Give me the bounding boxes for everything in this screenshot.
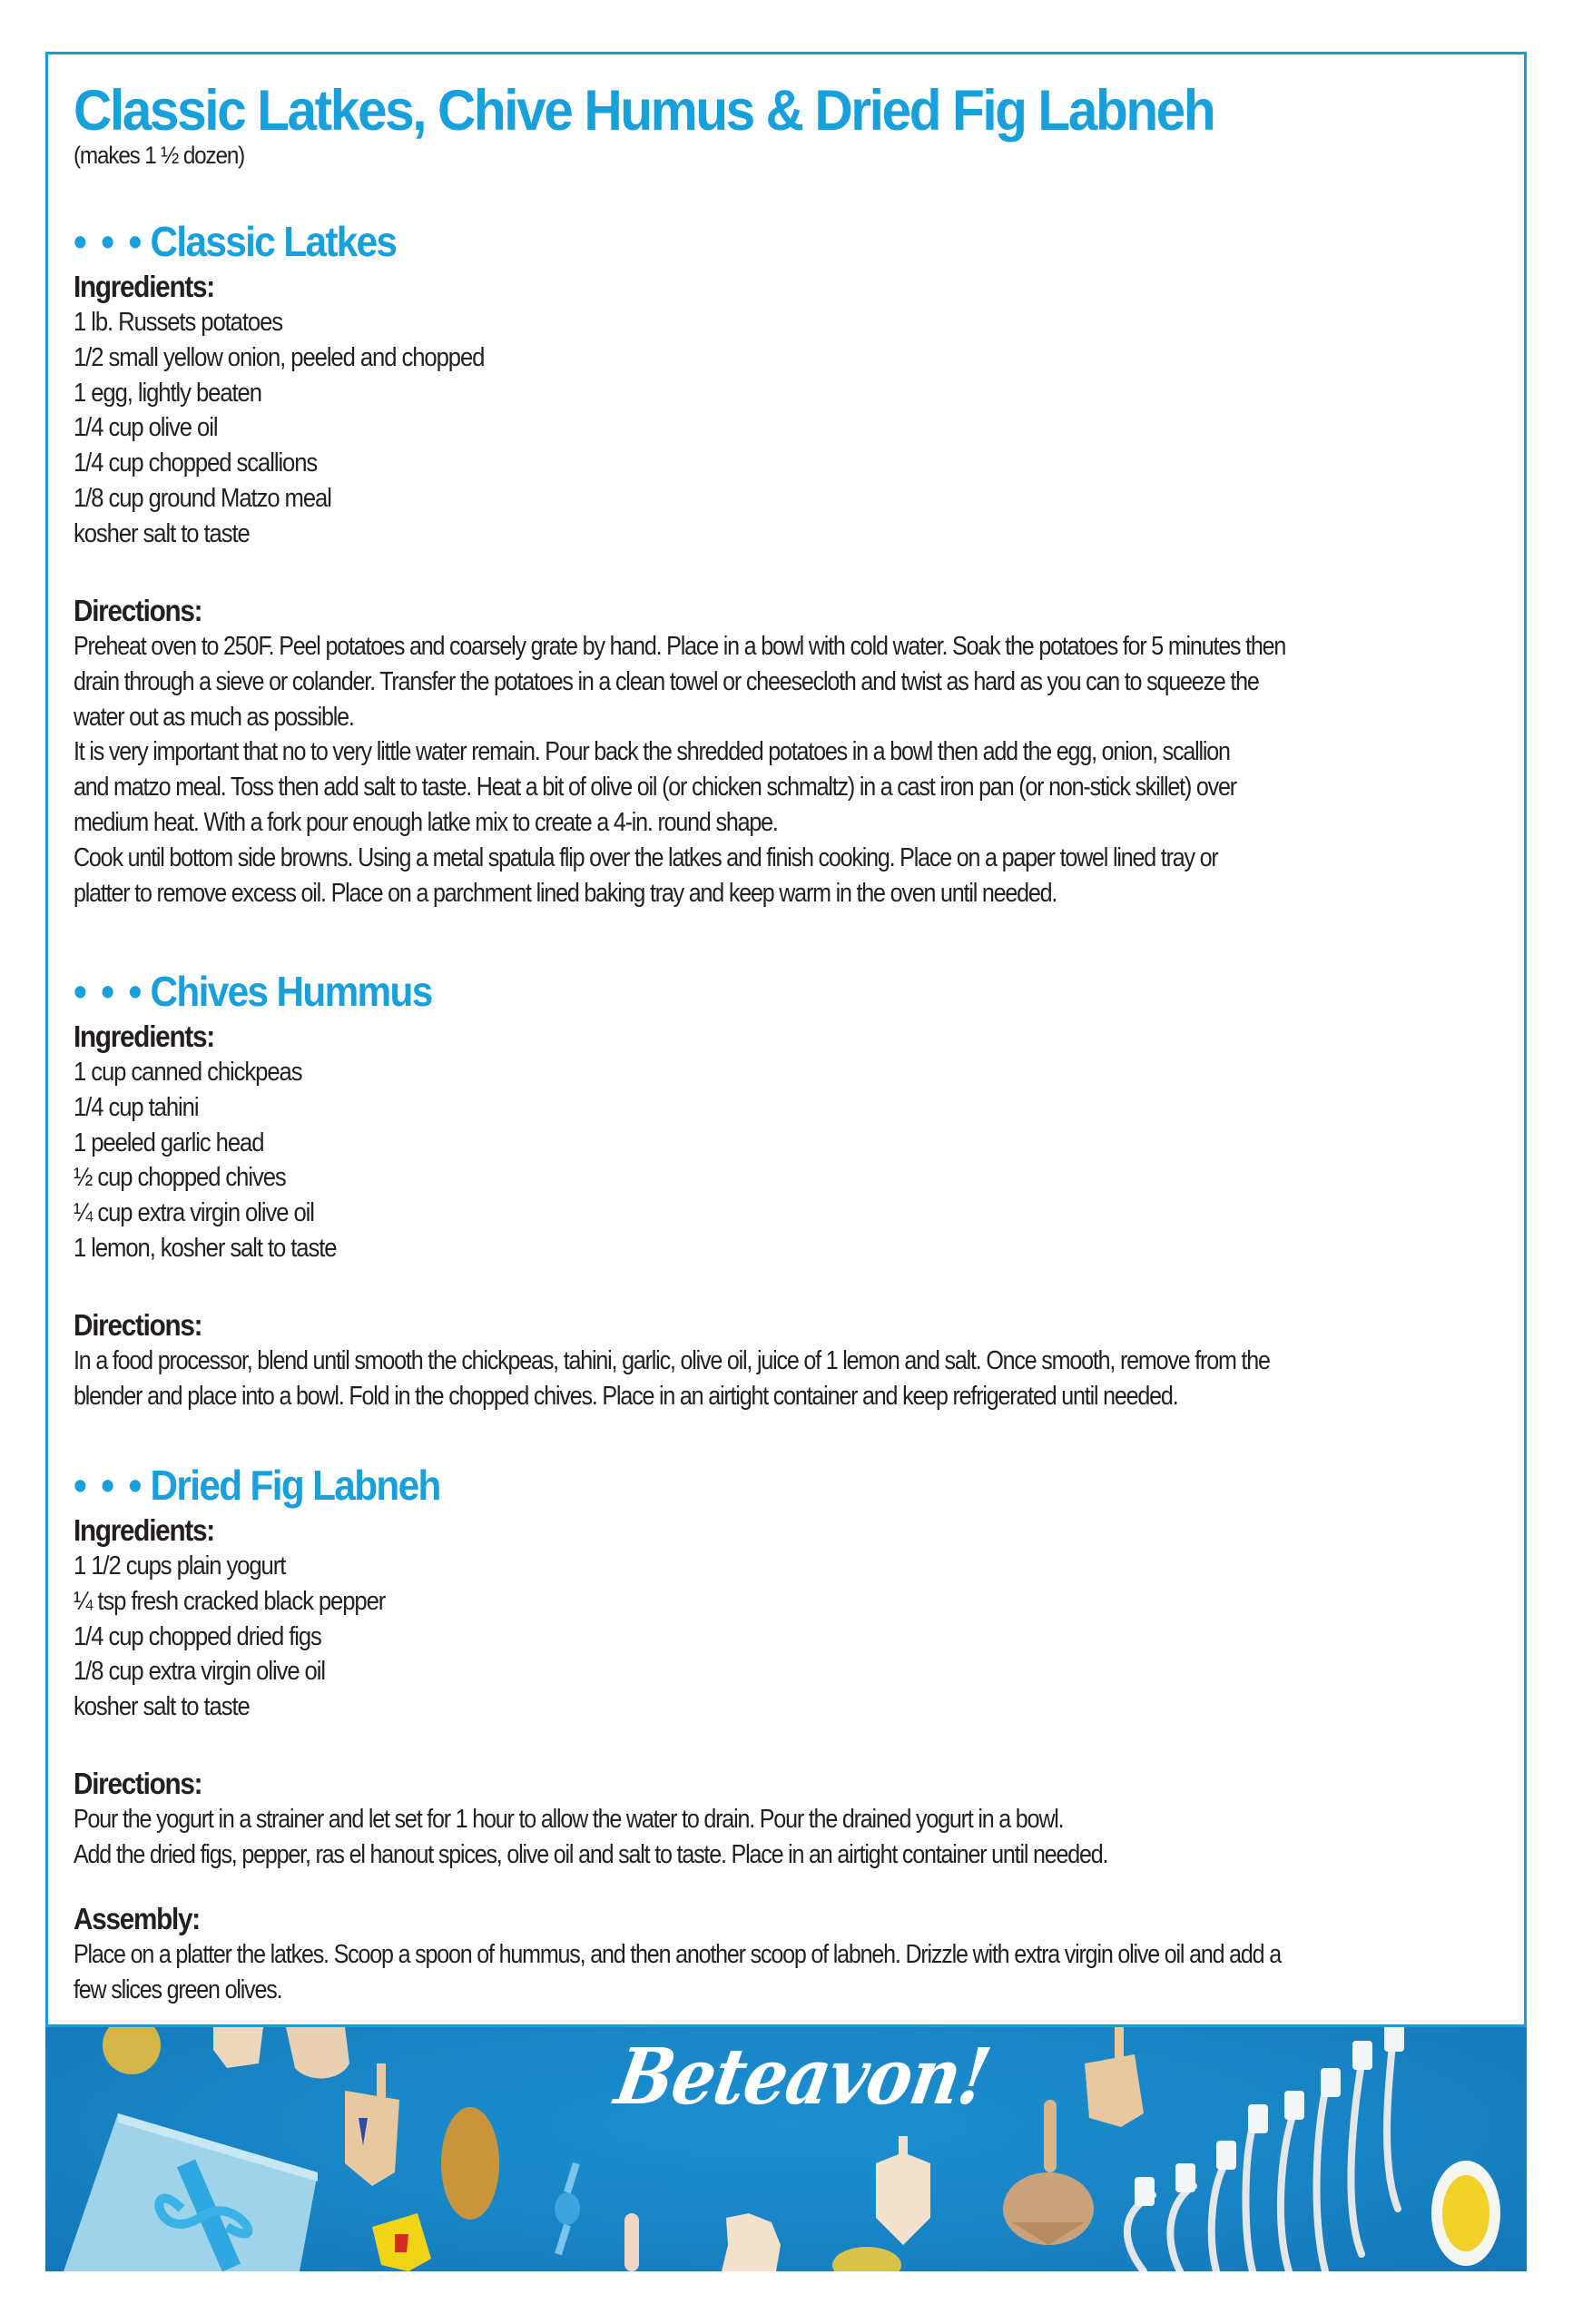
ingredient-item: 1/2 small yellow onion, peeled and chopped: [74, 342, 485, 372]
dreidel-icon: [1085, 2054, 1144, 2127]
directions-line: Add the dried figs, pepper, ras el hanout spices, olive oil and salt to taste. Place in an airtight container until needed.: [74, 1839, 1108, 1869]
bullet-dots-icon: • • •: [74, 968, 144, 1015]
directions-line: platter to remove excess oil. Place on a parchment lined baking tray and keep warm in the oven until needed.: [74, 878, 1057, 908]
directions-latkes: [74, 629, 1480, 911]
section-title: Chives Hummus: [150, 968, 432, 1015]
directions-line: Cook until bottom side browns. Using a metal spatula flip over the latkes and finish cooking. Place on a paper towel lined tray or: [74, 842, 1218, 872]
directions-hummus: [74, 1344, 1480, 1414]
ingredient-item: 1/4 cup chopped dried figs: [74, 1621, 321, 1651]
ingredient-item: 1/4 cup chopped scallions: [74, 448, 318, 478]
dreidel-icon: [345, 2063, 399, 2186]
directions-line: In a food processor, blend until smooth the chickpeas, tahini, garlic, olive oil, juice of 1 lemon and salt. Once smooth, remove from the: [74, 1346, 1270, 1375]
ingredient-item: ¼ cup extra virgin olive oil: [74, 1198, 314, 1228]
page-title: Classic Latkes, Chive Humus & Dried Fig Labneh: [74, 79, 1214, 143]
directions-line: medium heat. With a fork pour enough latke mix to create a 4-in. round shape.: [74, 807, 778, 837]
ingredient-item: 1/4 cup olive oil: [74, 413, 218, 443]
bullet-dots-icon: • • •: [74, 218, 144, 265]
ingredient-item: 1/8 cup ground Matzo meal: [74, 483, 331, 513]
dreidel-icon: [286, 2027, 349, 2078]
ingredients-list-latkes: [74, 305, 530, 552]
ingredient-item: 1 1/2 cups plain yogurt: [74, 1551, 286, 1581]
directions-line: drain through a sieve or colander. Transfer the potatoes in a clean towel or cheesecloth and twist as hard as you can to squeeze the: [74, 666, 1259, 696]
ingredients-label: Ingredients:: [74, 1513, 214, 1547]
directions-label: Directions:: [74, 594, 202, 627]
section-title: Classic Latkes: [150, 218, 397, 265]
hanukkah-banner: [45, 2027, 1527, 2271]
gift-box-icon: [64, 2113, 318, 2271]
chocolate-coin-icon: [832, 2247, 901, 2271]
wooden-pitcher-icon: [722, 2213, 781, 2271]
ingredient-item: kosher salt to taste: [74, 518, 250, 548]
directions-labneh: [74, 1802, 1480, 1873]
directions-label: Directions:: [74, 1767, 202, 1800]
gold-coin-icon: [441, 2107, 499, 2220]
ingredient-item: 1 lemon, kosher salt to taste: [74, 1233, 337, 1263]
candy-icon: [555, 2163, 580, 2254]
yield-note: (makes 1 ½ dozen): [74, 142, 245, 169]
directions-line: and matzo meal. Toss then add salt to taste. Heat a bit of olive oil (or chicken schmaltz) in a cast iron pan (or non-stick skillet) over: [74, 773, 1236, 803]
ingredient-item: 1 lb. Russets potatoes: [74, 308, 283, 337]
directions-line: Pour the yogurt in a strainer and let set for 1 hour to allow the water to drain. Pour the drained yogurt in a bowl.: [74, 1805, 1064, 1834]
assembly-text: [74, 1937, 1480, 2008]
directions-line: blender and place into a bowl. Fold in the chopped chives. Place in an airtight container and keep refrigerated until needed.: [74, 1381, 1178, 1411]
directions-label: Directions:: [74, 1308, 202, 1342]
ingredient-item: 1 peeled garlic head: [74, 1128, 264, 1157]
ingredients-label: Ingredients:: [74, 270, 214, 303]
yellow-dreidel-icon: [372, 2213, 431, 2271]
assembly-label: Assembly:: [74, 1902, 200, 1935]
chocolate-coin-icon: [103, 2027, 161, 2074]
ingredient-item: 1/4 cup tahini: [74, 1092, 199, 1122]
banner-greeting: Beteavon!: [609, 2032, 997, 2122]
hanukkah-decorations-illustration: [45, 2027, 1527, 2271]
ingredient-item: 1/8 cup extra virgin olive oil: [74, 1657, 325, 1687]
section-heading-chives-hummus: [74, 966, 432, 1017]
section-heading-dried-fig-labneh: [74, 1460, 440, 1511]
directions-line: Preheat oven to 250F. Peel potatoes and coarsely grate by hand. Place in a bowl with cold water. Soak the potatoes for 5 minutes then: [74, 632, 1286, 661]
ingredient-item: 1 egg, lightly beaten: [74, 378, 261, 408]
assembly-line: few slices green olives.: [74, 1974, 282, 2004]
assembly-line: Place on a platter the latkes. Scoop a spoon of hummus, and then another scoop of labneh. Drizzle with extra virgin olive oil and add a: [74, 1940, 1281, 1969]
ingredient-item: ¼ tsp fresh cracked black pepper: [74, 1586, 386, 1616]
ingredient-item: ½ cup chopped chives: [74, 1163, 286, 1193]
directions-line: It is very important that no to very little water remain. Pour back the shredded potatoes in a bowl then add the egg, onion, scallion: [74, 737, 1230, 767]
wooden-piece-icon: [213, 2027, 263, 2068]
wooden-peg-icon: [624, 2213, 639, 2271]
ingredient-item: kosher salt to taste: [74, 1692, 250, 1722]
section-title: Dried Fig Labneh: [150, 1462, 440, 1509]
ingredients-list-hummus: [74, 1055, 366, 1266]
recipe-card: [45, 52, 1527, 2027]
ingredient-item: 1 cup canned chickpeas: [74, 1058, 302, 1087]
bullet-dots-icon: • • •: [74, 1462, 144, 1509]
menorah-icon: [1127, 2036, 1398, 2271]
ingredients-label: Ingredients:: [74, 1019, 214, 1053]
spinning-top-icon: [1003, 2100, 1094, 2245]
wooden-dreidel-cutout-icon: [876, 2136, 930, 2245]
directions-line: water out as much as possible.: [74, 702, 354, 732]
ingredients-list-labneh: [74, 1549, 419, 1725]
section-heading-classic-latkes: [74, 216, 396, 267]
menorah-cups-icon: [1135, 2027, 1404, 2206]
coin-plate-icon: [1431, 2161, 1500, 2266]
